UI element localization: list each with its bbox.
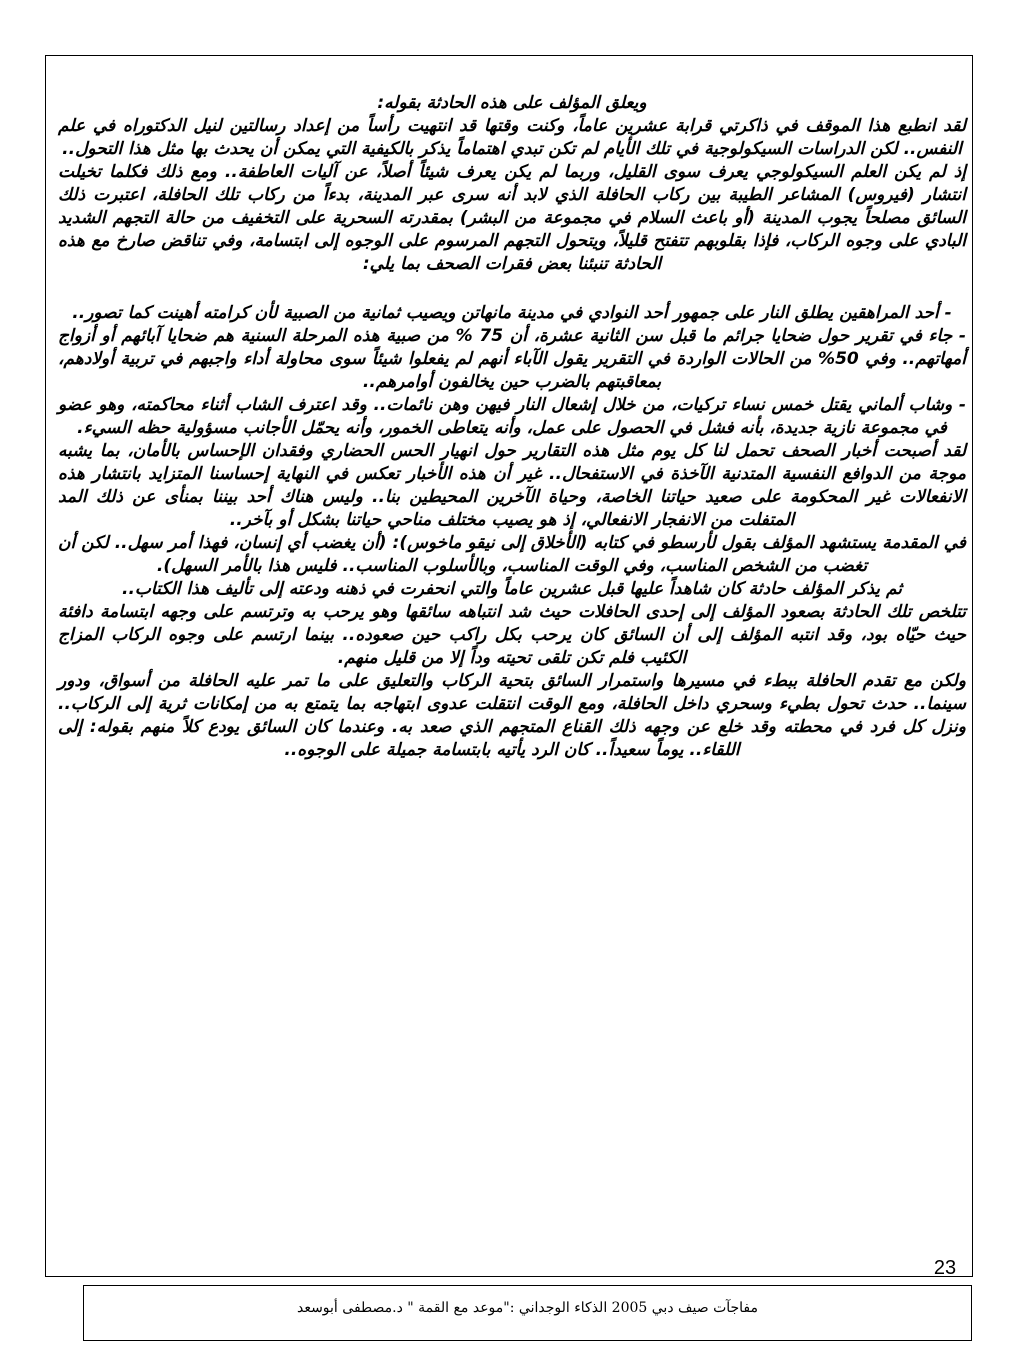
footer-text: مفاجآت صيف دبي 2005 الذكاء الوجداني :"موعد مع القمة " د.مصطفى أبوسعد (296, 1300, 759, 1316)
paragraph: لقد انطبع هذا الموقف في ذاكرتي قرابة عشرين عاماً، وكنت وقتها قد انتهيت رأساً من إعداد رسالتين لنيل الدكتوراه في علم النفس.. لكن الدراسات السيكولوجية في تلك الأيام لم تكن تبدي اهتماماً يذكر بالكيفية التي يمكن أن يحدث بها مثل هذا التحول.. (58, 116, 966, 159)
paragraph-intro: ويعلق المؤلف على هذه الحادثة بقوله: (377, 93, 647, 113)
page-number: 23 (933, 1257, 957, 1279)
news-item: - جاء في تقرير حول ضحايا جرائم ما قبل سن الثانية عشرة، أن 75 % من صبية هذه المرحلة السنية هم ضحايا آبائهم أو أزواج أمهاتهم.. وفي 50% من الحالات الواردة في التقرير يقول الآباء أنهم لم يفعلوا شيئاً سوى محاولة أداء واجبهم في تربية أولادهم، بمعاقبتهم بالضرب حين يخالفون أوامرهم.. (58, 326, 966, 392)
paragraph: تتلخص تلك الحادثة بصعود المؤلف إلى إحدى الحافلات حيث شد انتباهه سائقها وهو يرحب به وترتسم على وجهه ابتسامة دافئة حيث حيّاه بود، وقد انتبه المؤلف إلى أن السائق كان يرحب بكل راكب حين صعوده.. بينما ارتسم على وجوه الركاب المزاج الكئيب فلم تكن تلقى تحيته وداً إلا من قليل منهم. (58, 602, 966, 668)
paragraph: ثم يذكر المؤلف حادثة كان شاهداً عليها قبل عشرين عاماً والتي انحفرت في ذهنه ودعته إلى تأليف هذا الكتاب.. (122, 579, 902, 599)
news-item: - أحد المراهقين يطلق النار على جمهور أحد النوادي في مدينة مانهاتن ويصيب ثمانية من الصبية لأن كرامته أهينت كما تصور.. (72, 303, 952, 323)
paragraph-gap (58, 276, 966, 302)
document-body (58, 92, 966, 762)
paragraph: إذ لم يكن العلم السيكولوجي يعرف سوى القليل، وربما لم يكن يعرف شيئاً أصلاً، عن آليات العاطفة.. ومع ذلك فكلما تخيلت انتشار (فيروس) المشاعر الطيبة بين ركاب الحافلة الذي لابد أنه سرى عبر المدينة، بدءاً من ركاب تلك الحافلة، اعتبرت ذلك السائق مصلحاً يجوب المدينة (أو باعث السلام في مجموعة من البشر) بمقدرته السحرية على التخفيف من حالة التجهم الشديد البادي على وجوه الركاب، فإذا بقلوبهم تتفتح قليلاً، ويتحول التجهم المرسوم على الوجوه إلى ابتسامة، وفي تناقض صارخ مع هذه الحادثة تنبئنا بعض فقرات الصحف بما يلي: (58, 162, 966, 274)
paragraph: ولكن مع تقدم الحافلة ببطء في مسيرها واستمرار السائق بتحية الركاب والتعليق على ما تمر عليه الحافلة من أسواق، ودور سينما.. حدث تحول بطيء وسحري داخل الحافلة، ومع الوقت انتقلت عدوى ابتهاجه بما يتمتع به من إمكانات ثرية إلى الركاب.. ونزل كل فرد في محطته وقد خلع عن وجهه ذلك القناع المتجهم الذي صعد به. وعندما كان السائق يودع كلاً منهم بقوله: إلى اللقاء.. يوماً سعيداً.. كان الرد يأتيه بابتسامة جميلة على الوجوه.. (58, 671, 966, 760)
footer (83, 1285, 972, 1341)
paragraph: في المقدمة يستشهد المؤلف بقول لأرسطو في كتابه (الأخلاق إلى نيقو ماخوس): (أن يغضب أي إنسان، فهذا أمر سهل.. لكن أن تغضب من الشخص المناسب، وفي الوقت المناسب، وبالأسلوب المناسب.. فليس هذا بالأمر السهل). (58, 533, 966, 576)
news-item: - وشاب ألماني يقتل خمس نساء تركيات، من خلال إشعال النار فيهن وهن نائمات.. وقد اعترف الشاب أثناء محاكمته، وهو عضو في مجموعة نازية جديدة، بأنه فشل في الحصول على عمل، وأنه يتعاطى الخمور، وأنه يحمّل الأجانب مسؤولية حظه السيء. (58, 395, 966, 438)
paragraph: لقد أصبحت أخبار الصحف تحمل لنا كل يوم مثل هذه التقارير حول انهيار الحس الحضاري وفقدان الإحساس بالأمان، بما يشبه موجة من الدوافع النفسية المتدنية الآخذة في الاستفحال.. غير أن هذه الأخبار تعكس في النهاية إحساسنا المتزايد بانتشار هذه الانفعالات غير المحكومة على صعيد حياتنا الخاصة، وحياة الآخرين المحيطين بنا.. وليس هناك أحد بيننا بمنأى عن ذلك المد المتفلت من الانفجار الانفعالي، إذ هو يصيب مختلف مناحي حياتنا بشكل أو بآخر.. (58, 441, 966, 530)
